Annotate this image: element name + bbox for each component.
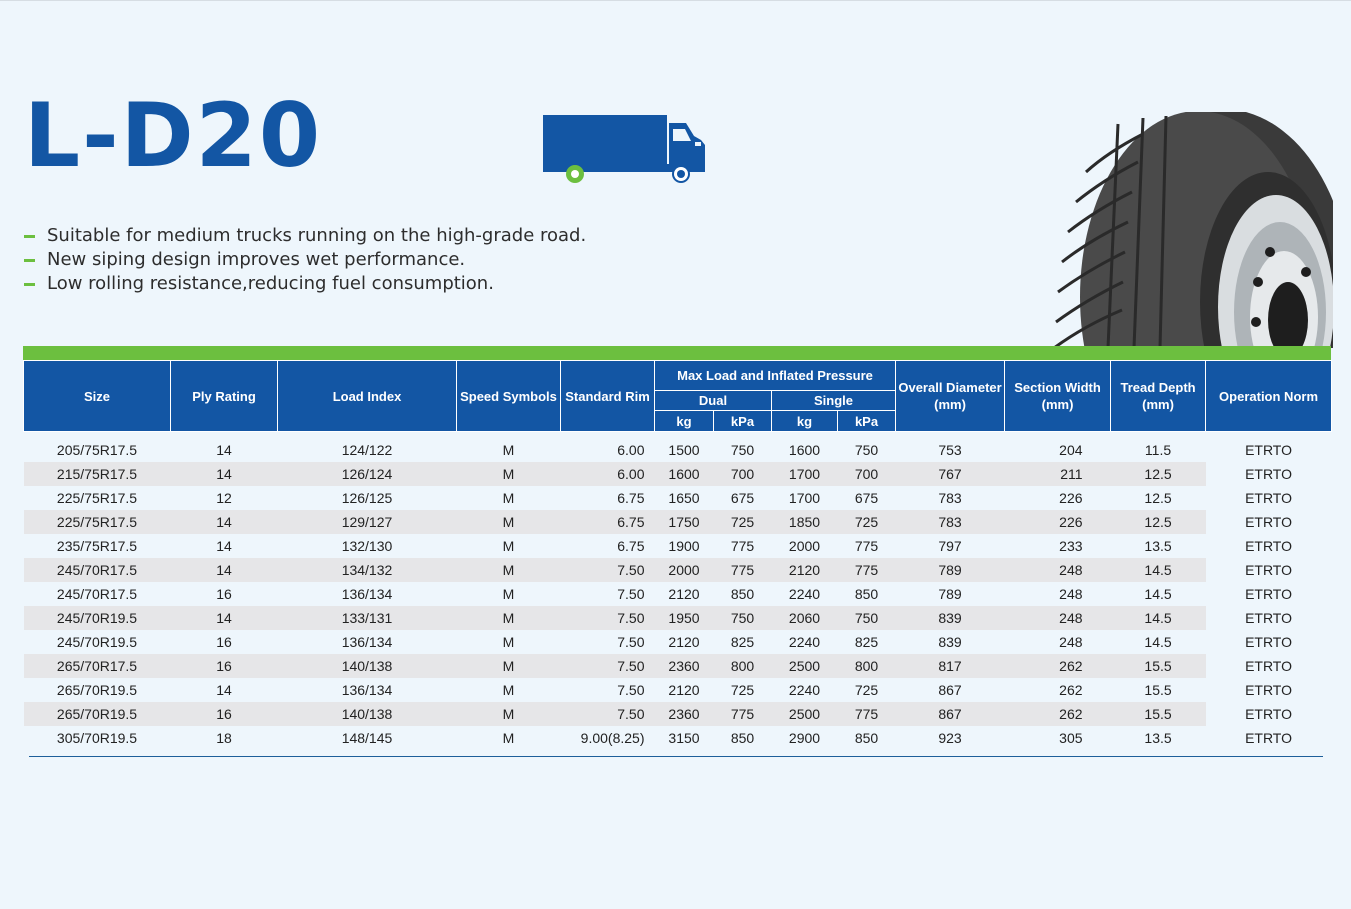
cell-speed-symbol: M [502, 730, 515, 746]
table-row [24, 654, 1332, 678]
cell-single-kg: 1600 [788, 442, 821, 458]
cell-ply-rating: 12 [216, 490, 232, 506]
cell-dual-kpa: 675 [730, 490, 755, 506]
col-speed-symbols: Speed Symbols [457, 361, 561, 432]
cell-overall-diameter: 789 [896, 558, 1005, 582]
table-header [24, 361, 1332, 432]
cell-load-index: 148/145 [341, 730, 393, 746]
cell-ply-rating: 14 [216, 442, 232, 458]
cell-dual-kg: 1650 [668, 490, 700, 506]
cell-speed-symbol: M [502, 538, 515, 554]
cell-overall-diameter: 789 [938, 586, 962, 602]
cell-single-kg: 2060 [772, 606, 838, 630]
cell-single-kpa: 775 [838, 558, 896, 582]
cell-ply-rating: 16 [216, 586, 232, 602]
table-row [24, 462, 1332, 486]
cell-section-width: 262 [1005, 702, 1111, 726]
cell-ply-rating: 14 [171, 510, 278, 534]
cell-speed-symbol: M [457, 462, 561, 486]
cell-speed-symbol: M [502, 442, 515, 458]
cell-operation-norm: ETRTO [1245, 658, 1292, 674]
cell-size: 265/70R19.5 [24, 702, 171, 726]
col-dual-kpa: kPa [714, 411, 772, 432]
cell-tread-depth: 14.5 [1111, 558, 1206, 582]
col-single: Single [772, 390, 896, 411]
cell-standard-rim: 7.50 [561, 702, 655, 726]
cell-dual-kpa: 825 [730, 634, 755, 650]
cell-section-width: 233 [1059, 538, 1083, 554]
cell-load-index: 140/138 [278, 702, 457, 726]
cell-single-kg: 2500 [772, 702, 838, 726]
cell-dual-kg: 1900 [668, 538, 700, 554]
table-bottom-rule [29, 756, 1323, 757]
cell-tread-depth: 13.5 [1144, 538, 1172, 554]
table-row [24, 486, 1332, 510]
col-dual-kg: kg [655, 411, 714, 432]
cell-single-kg: 2900 [788, 730, 821, 746]
cell-ply-rating: 14 [171, 606, 278, 630]
cell-load-index: 129/127 [278, 510, 457, 534]
cell-dual-kpa: 700 [714, 462, 772, 486]
cell-speed-symbol: M [457, 510, 561, 534]
feature-item [24, 248, 586, 272]
cell-operation-norm: ETRTO [1245, 586, 1292, 602]
cell-section-width: 248 [1005, 558, 1111, 582]
col-dual: Dual [655, 390, 772, 411]
cell-tread-depth: 15.5 [1111, 702, 1206, 726]
cell-dual-kg: 1950 [655, 606, 714, 630]
cell-load-index: 133/131 [278, 606, 457, 630]
cell-standard-rim: 7.50 [617, 634, 645, 650]
cell-load-index: 134/132 [278, 558, 457, 582]
cell-operation-norm: ETRTO [1245, 730, 1292, 746]
cell-speed-symbol: M [502, 682, 515, 698]
cell-dual-kg: 2360 [655, 654, 714, 678]
cell-tread-depth: 12.5 [1111, 462, 1206, 486]
table-row [24, 702, 1332, 726]
cell-dual-kg: 2000 [655, 558, 714, 582]
cell-overall-diameter: 839 [896, 606, 1005, 630]
cell-ply-rating: 14 [171, 462, 278, 486]
cell-size: 245/70R19.5 [24, 606, 171, 630]
cell-single-kg: 2500 [772, 654, 838, 678]
cell-load-index: 124/122 [341, 442, 393, 458]
dash-icon [24, 283, 35, 286]
table-body [24, 432, 1332, 751]
cell-size: 245/70R17.5 [24, 558, 171, 582]
cell-standard-rim: 7.50 [617, 682, 645, 698]
cell-speed-symbol: M [502, 490, 515, 506]
col-section-width: Section Width (mm) [1005, 361, 1111, 432]
cell-dual-kg: 2120 [668, 586, 700, 602]
cell-overall-diameter: 923 [938, 730, 962, 746]
cell-section-width: 248 [1005, 606, 1111, 630]
cell-single-kpa: 750 [854, 442, 879, 458]
table-row [24, 558, 1332, 582]
cell-operation-norm: ETRTO [1245, 610, 1292, 626]
cell-dual-kpa: 750 [730, 442, 755, 458]
col-ply-rating: Ply Rating [171, 361, 278, 432]
cell-section-width: 204 [1059, 442, 1083, 458]
cell-size: 245/70R19.5 [56, 634, 138, 650]
cell-dual-kpa: 775 [714, 702, 772, 726]
top-divider [0, 0, 1351, 1]
cell-single-kg: 2240 [788, 682, 821, 698]
cell-standard-rim: 7.50 [561, 558, 655, 582]
cell-dual-kpa: 725 [714, 510, 772, 534]
cell-section-width: 226 [1005, 510, 1111, 534]
cell-speed-symbol: M [457, 606, 561, 630]
cell-ply-rating: 16 [171, 702, 278, 726]
cell-overall-diameter: 767 [896, 462, 1005, 486]
cell-standard-rim: 6.00 [561, 462, 655, 486]
cell-single-kg: 2000 [788, 538, 821, 554]
cell-standard-rim: 7.50 [561, 606, 655, 630]
table-row [24, 510, 1332, 534]
cell-dual-kg: 2120 [668, 634, 700, 650]
cell-overall-diameter: 797 [938, 538, 962, 554]
feature-item [24, 272, 586, 296]
cell-section-width: 262 [1005, 654, 1111, 678]
feature-text: Suitable for medium trucks running on the high-grade road. [47, 225, 587, 246]
cell-operation-norm: ETRTO [1245, 490, 1292, 506]
cell-dual-kpa: 775 [714, 558, 772, 582]
cell-overall-diameter: 867 [896, 702, 1005, 726]
cell-section-width: 262 [1059, 682, 1083, 698]
table-row [24, 432, 1332, 463]
cell-size: 245/70R17.5 [56, 586, 138, 602]
cell-operation-norm: ETRTO [1245, 706, 1292, 722]
cell-single-kpa: 775 [854, 538, 879, 554]
table-row [24, 582, 1332, 606]
cell-tread-depth: 12.5 [1144, 490, 1172, 506]
cell-single-kpa: 775 [838, 702, 896, 726]
cell-load-index: 126/125 [341, 490, 393, 506]
cell-dual-kpa: 775 [730, 538, 755, 554]
cell-operation-norm: ETRTO [1245, 682, 1292, 698]
cell-size: 235/75R17.5 [56, 538, 138, 554]
cell-single-kpa: 750 [838, 606, 896, 630]
cell-overall-diameter: 783 [896, 510, 1005, 534]
cell-load-index: 140/138 [278, 654, 457, 678]
cell-tread-depth: 15.5 [1111, 654, 1206, 678]
cell-speed-symbol: M [457, 558, 561, 582]
cell-single-kpa: 850 [854, 730, 879, 746]
cell-single-kg: 2240 [788, 634, 821, 650]
cell-tread-depth: 11.5 [1144, 442, 1172, 458]
spec-table [23, 360, 1332, 750]
cell-standard-rim: 7.50 [561, 654, 655, 678]
cell-dual-kpa: 850 [730, 586, 755, 602]
truck-icon [540, 112, 710, 186]
cell-size: 305/70R19.5 [56, 730, 138, 746]
cell-overall-diameter: 817 [896, 654, 1005, 678]
cell-tread-depth: 12.5 [1111, 510, 1206, 534]
cell-standard-rim: 6.00 [617, 442, 645, 458]
cell-speed-symbol: M [502, 586, 515, 602]
cell-load-index: 136/134 [341, 682, 393, 698]
cell-dual-kg: 2120 [668, 682, 700, 698]
cell-single-kpa: 675 [854, 490, 879, 506]
cell-single-kpa: 700 [838, 462, 896, 486]
cell-ply-rating: 16 [216, 634, 232, 650]
cell-single-kpa: 825 [854, 634, 879, 650]
cell-speed-symbol: M [457, 654, 561, 678]
table-row [24, 630, 1332, 654]
cell-operation-norm: ETRTO [1245, 442, 1292, 458]
cell-tread-depth: 15.5 [1144, 682, 1172, 698]
cell-standard-rim: 6.75 [617, 538, 645, 554]
cell-section-width: 248 [1059, 586, 1083, 602]
cell-ply-rating: 18 [216, 730, 232, 746]
cell-single-kpa: 725 [838, 510, 896, 534]
cell-size: 205/75R17.5 [56, 442, 138, 458]
cell-operation-norm: ETRTO [1245, 466, 1292, 482]
cell-size: 265/70R19.5 [56, 682, 138, 698]
cell-single-kg: 2120 [772, 558, 838, 582]
cell-dual-kpa: 850 [730, 730, 755, 746]
col-load-index: Load Index [278, 361, 457, 432]
col-tread-depth: Tread Depth (mm) [1111, 361, 1206, 432]
col-size: Size [24, 361, 171, 432]
table-accent-bar [23, 346, 1331, 360]
table-row [24, 534, 1332, 558]
cell-operation-norm: ETRTO [1245, 634, 1292, 650]
cell-load-index: 136/134 [341, 586, 393, 602]
cell-ply-rating: 14 [216, 538, 232, 554]
cell-size: 225/75R17.5 [24, 510, 171, 534]
col-operation-norm: Operation Norm [1206, 361, 1332, 432]
cell-standard-rim: 9.00(8.25) [580, 730, 645, 746]
cell-size: 215/75R17.5 [24, 462, 171, 486]
cell-overall-diameter: 867 [938, 682, 962, 698]
cell-overall-diameter: 753 [938, 442, 962, 458]
cell-load-index: 126/124 [278, 462, 457, 486]
feature-list [24, 224, 586, 296]
cell-operation-norm: ETRTO [1245, 514, 1292, 530]
col-overall-diameter: Overall Diameter (mm) [896, 361, 1005, 432]
cell-single-kg: 2240 [788, 586, 821, 602]
cell-section-width: 226 [1059, 490, 1083, 506]
cell-standard-rim: 7.50 [617, 586, 645, 602]
col-single-kg: kg [772, 411, 838, 432]
cell-size: 225/75R17.5 [56, 490, 138, 506]
cell-single-kg: 1850 [772, 510, 838, 534]
cell-section-width: 305 [1059, 730, 1083, 746]
cell-size: 265/70R17.5 [24, 654, 171, 678]
cell-dual-kpa: 750 [714, 606, 772, 630]
cell-single-kpa: 725 [854, 682, 879, 698]
cell-standard-rim: 6.75 [561, 510, 655, 534]
cell-dual-kg: 3150 [668, 730, 700, 746]
cell-dual-kg: 2360 [655, 702, 714, 726]
cell-load-index: 136/134 [341, 634, 393, 650]
cell-tread-depth: 14.5 [1144, 586, 1172, 602]
cell-dual-kg: 1500 [668, 442, 700, 458]
table-row [24, 678, 1332, 702]
table-row [24, 726, 1332, 750]
cell-standard-rim: 6.75 [617, 490, 645, 506]
cell-operation-norm: ETRTO [1245, 538, 1292, 554]
cell-overall-diameter: 783 [938, 490, 962, 506]
cell-tread-depth: 13.5 [1144, 730, 1172, 746]
cell-tread-depth: 14.5 [1144, 634, 1172, 650]
cell-load-index: 132/130 [341, 538, 393, 554]
dash-icon [24, 235, 35, 238]
col-standard-rim: Standard Rim [561, 361, 655, 432]
cell-section-width: 248 [1059, 634, 1083, 650]
table-row [24, 606, 1332, 630]
cell-dual-kpa: 800 [714, 654, 772, 678]
cell-speed-symbol: M [502, 634, 515, 650]
cell-ply-rating: 16 [171, 654, 278, 678]
cell-dual-kg: 1600 [655, 462, 714, 486]
cell-dual-kpa: 725 [730, 682, 755, 698]
cell-single-kg: 1700 [788, 490, 821, 506]
cell-operation-norm: ETRTO [1245, 562, 1292, 578]
product-title: L-D20 [24, 84, 323, 187]
cell-single-kg: 1700 [772, 462, 838, 486]
cell-section-width: 211 [1005, 462, 1111, 486]
cell-ply-rating: 14 [216, 682, 232, 698]
cell-speed-symbol: M [457, 702, 561, 726]
dash-icon [24, 259, 35, 262]
cell-ply-rating: 14 [171, 558, 278, 582]
feature-text: New siping design improves wet performance. [47, 249, 466, 270]
tire-icon [1048, 112, 1333, 348]
feature-text: Low rolling resistance,reducing fuel consumption. [47, 273, 494, 294]
feature-item [24, 224, 586, 248]
cell-dual-kg: 1750 [655, 510, 714, 534]
cell-tread-depth: 14.5 [1111, 606, 1206, 630]
cell-single-kpa: 850 [854, 586, 879, 602]
col-single-kpa: kPa [838, 411, 896, 432]
cell-overall-diameter: 839 [938, 634, 962, 650]
cell-single-kpa: 800 [838, 654, 896, 678]
col-max-load: Max Load and Inflated Pressure [655, 361, 896, 391]
